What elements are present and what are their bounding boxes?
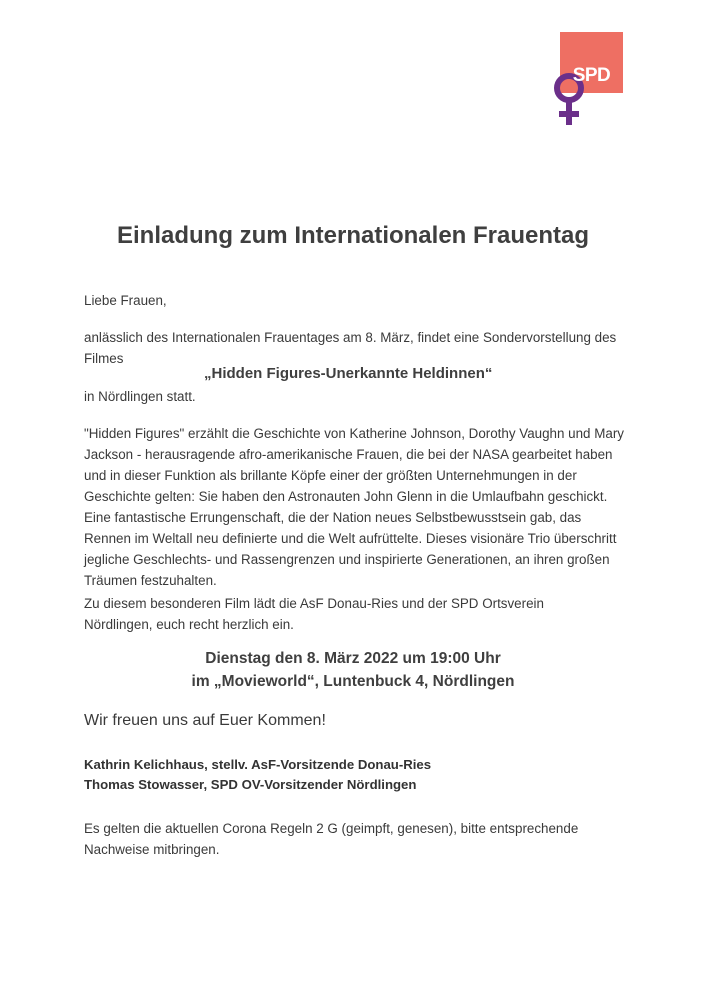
intro-paragraph: anlässlich des Internationalen Frauentages am 8. März, findet eine Sondervorstellung des Filmes: [84, 330, 617, 366]
closing-line: Wir freuen uns auf Euer Kommen!: [84, 712, 326, 729]
greeting: Liebe Frauen,: [84, 293, 167, 308]
signature-1: Kathrin Kelichhaus, stellv. AsF-Vorsitzende Donau-Ries: [84, 757, 432, 772]
logo-text: SPD: [572, 65, 611, 86]
location-line: in Nördlingen statt.: [84, 389, 196, 404]
event-date: Dienstag den 8. März 2022 um 19:00 Uhr: [205, 650, 501, 667]
corona-notice: Es gelten die aktuellen Corona Regeln 2 G (geimpft, genesen), bitte entsprechende Nachweise mitbringen.: [84, 821, 579, 857]
event-place: im „Movieworld“, Luntenbuck 4, Nördlingen: [191, 673, 515, 690]
description-paragraph: "Hidden Figures" erzählt die Geschichte von Katherine Johnson, Dorothy Vaughn und Mary Jackson - herausragende afro-amerikanische Frauen, die bei der NASA gearbeitet haben und in dieser Funktion als brillante Köpfe einer der größten Unternehmungen in der Geschichte gelten: Sie haben den Astronauten John Glenn in die Umlaufbahn geschickt. Eine fantastische Errungenschaft, die der Nation neues Selbstbewusstsein gab, das Rennen im Weltall neu definierte und die Welt aufrüttelte. Dieses visionäre Trio überschritt jegliche Geschlechts- und Rassengrenzen und inspirierte Generationen, an ihren großen Träumen festzuhalten.: [84, 426, 624, 588]
page-title: Einladung zum Internationalen Frauentag: [116, 222, 590, 249]
spd-logo: [550, 32, 624, 128]
signature-2: Thomas Stowasser, SPD OV-Vorsitzender Nördlingen: [84, 777, 417, 792]
invitation-paragraph: Zu diesem besonderen Film lädt die AsF Donau-Ries und der SPD Ortsverein Nördlingen, euch recht herzlich ein.: [84, 596, 544, 632]
film-title: „Hidden Figures-Unerkannte Heldinnen“: [204, 365, 493, 382]
